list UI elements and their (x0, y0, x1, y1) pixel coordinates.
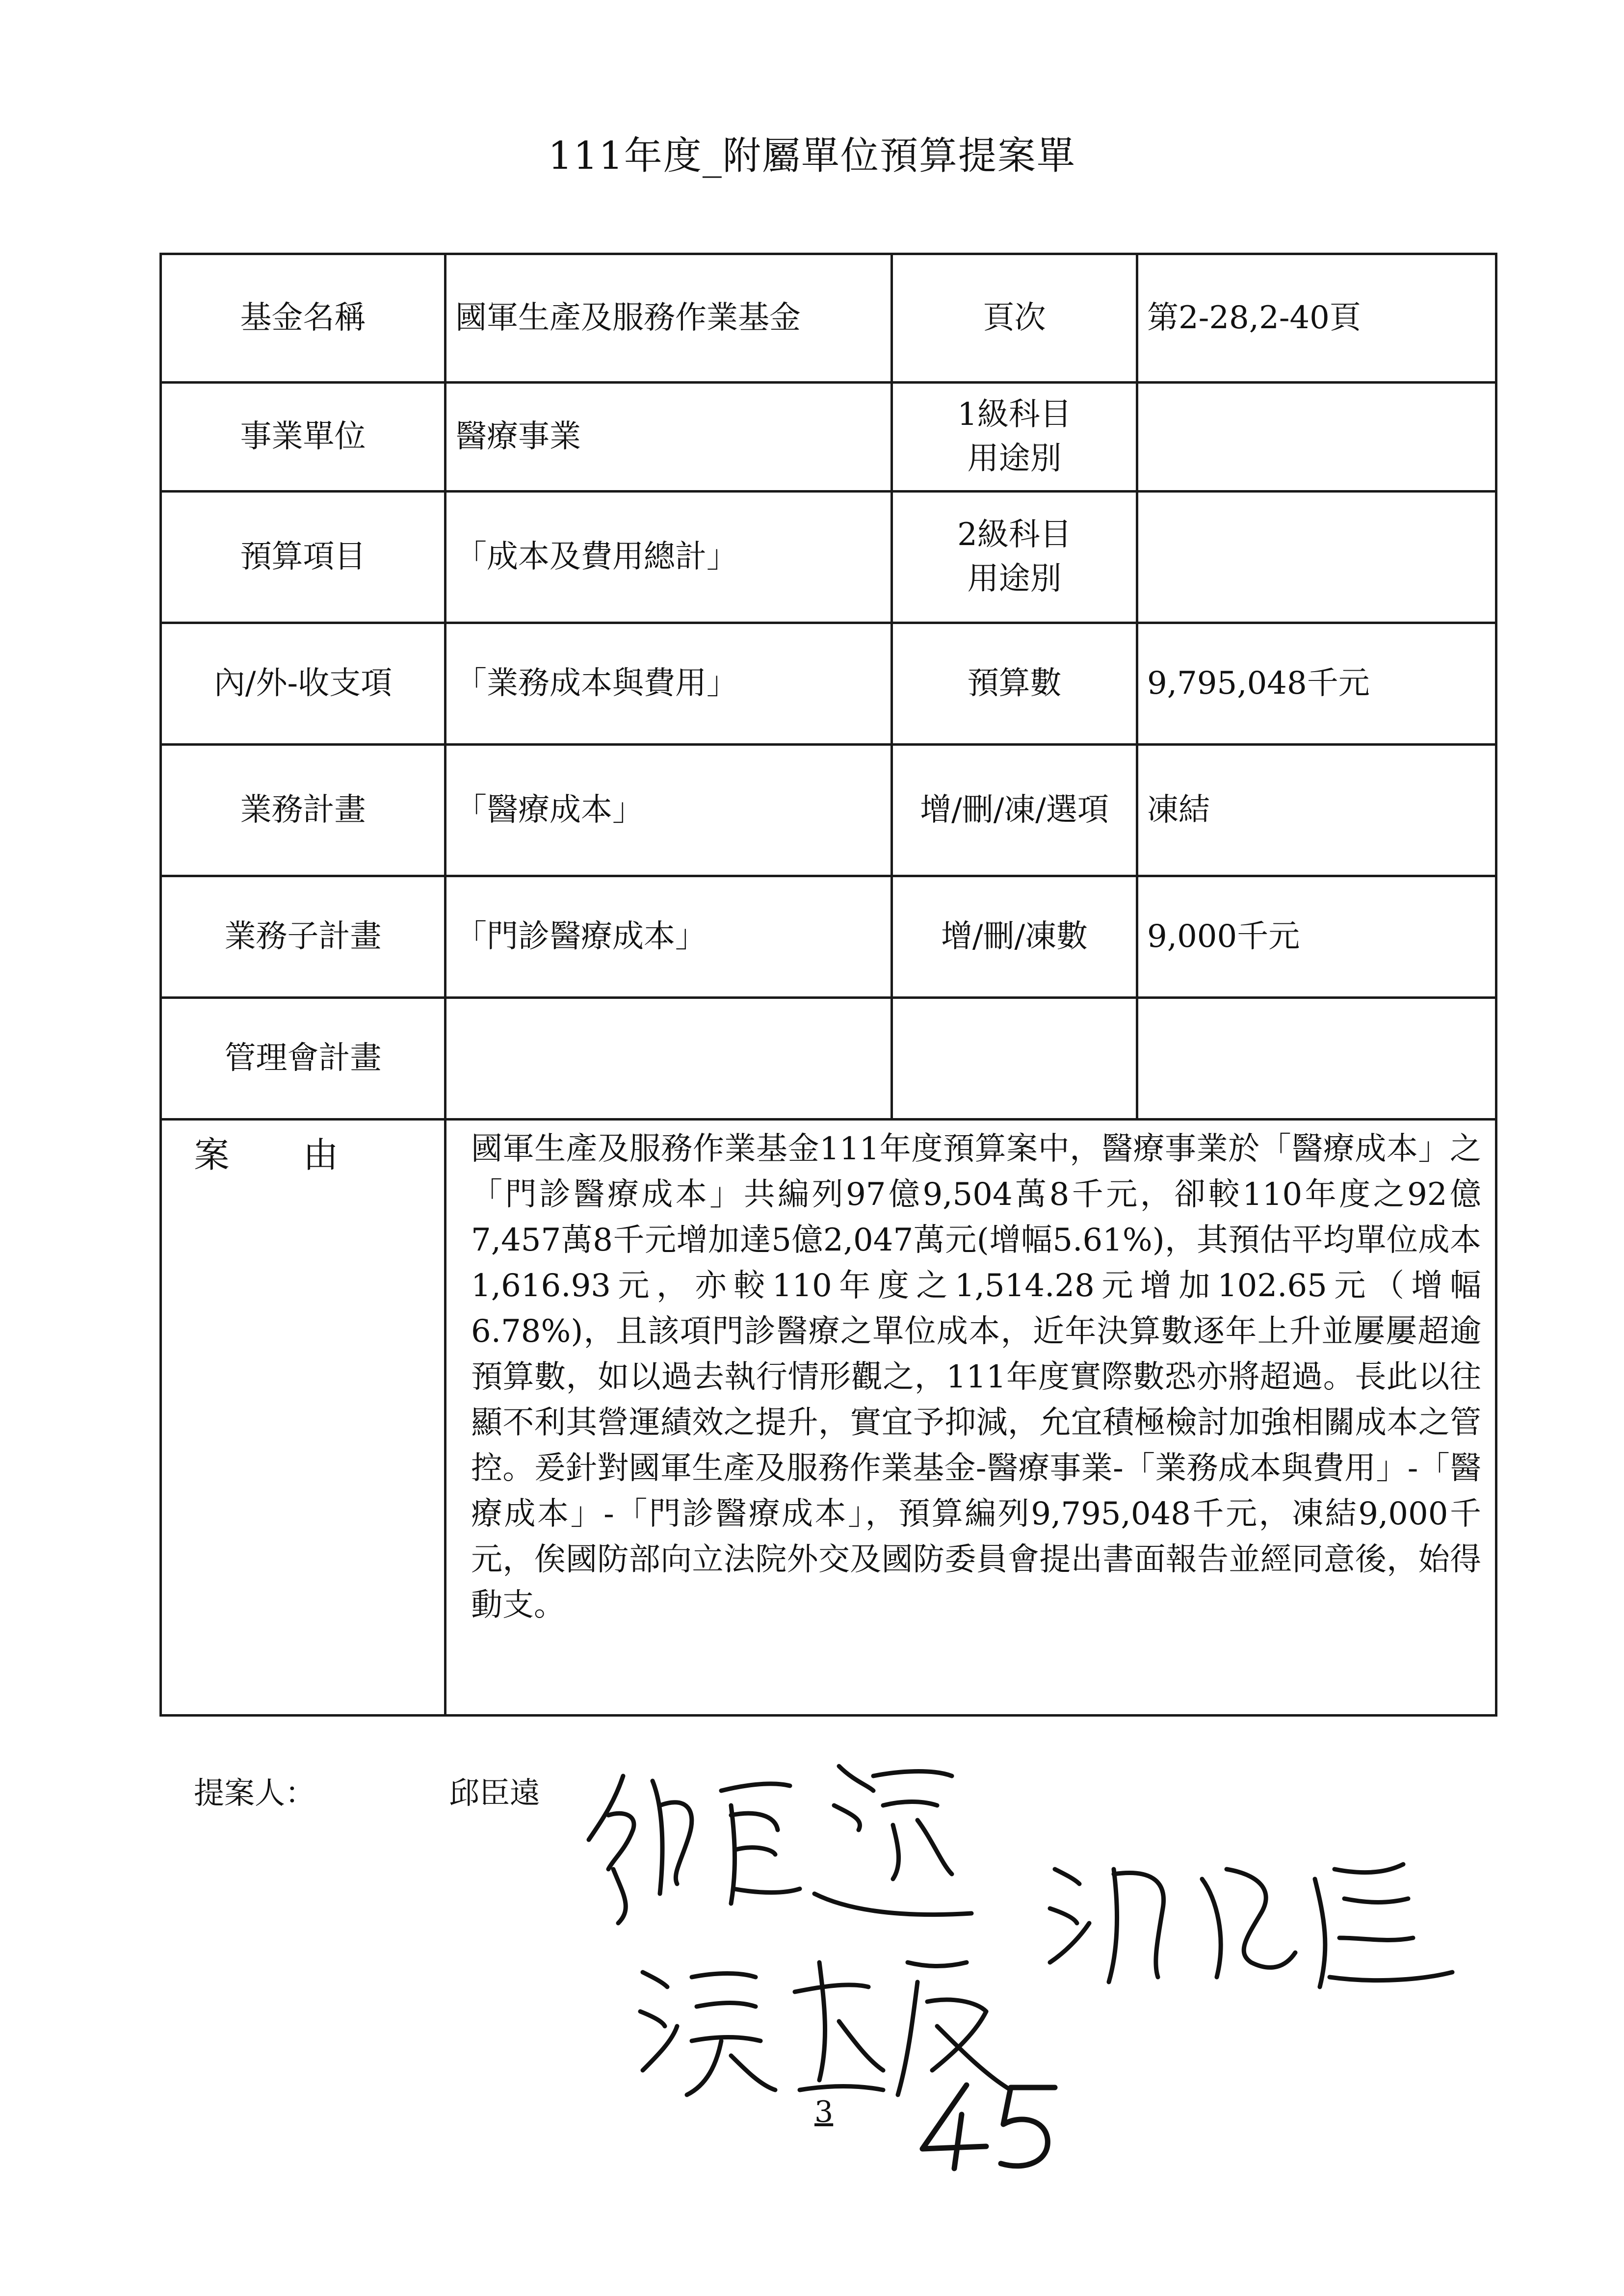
handwritten-page-number (913, 2075, 1070, 2173)
row-sub-plan (161, 876, 1496, 998)
proposer-name: 邱臣遠 (449, 1775, 541, 1811)
management-plan-value (445, 998, 892, 1120)
row-management-plan (161, 998, 1496, 1120)
sub-plan-label: 業務子計畫 (161, 876, 445, 998)
level2-subject-text: 2級科目 用途別 (957, 516, 1072, 597)
level1-subject-label (892, 383, 1137, 492)
fund-name-value: 國軍生產及服務作業基金 (445, 254, 892, 383)
action-amount-value: 9,000千元 (1137, 876, 1496, 998)
management-plan-label: 管理會計畫 (161, 998, 445, 1120)
sub-plan-value: 「門診醫療成本」 (445, 876, 892, 998)
row-reason (161, 1120, 1496, 1716)
budget-amount-value: 9,795,048千元 (1137, 623, 1496, 745)
budget-item-value: 「成本及費用總計」 (445, 492, 892, 623)
reason-text: 國軍生產及服務作業基金111年度預算案中，醫療事業於「醫療成本」之「門診醫療成本」共編列97億9,504萬8千元，卻較110年度之92億7,457萬8千元增加達5億2,047萬元(增幅5.61%)，其預估平均單位成本1,616.93元，亦較110年度之1,514.28元增加102.65元（增幅6.78%)，且該項門診醫療之單位成本，近年決算數逐年上升並屢屢超逾預算數，如以過去執行情形觀之，111年度實際數恐亦將超過。長此以往顯不利其營運績效之提升，實宜予抑減，允宜積極檢討加強相關成本之管控。爰針對國軍生產及服務作業基金-醫療事業-「業務成本與費用」-「醫療成本」-「門診醫療成本」，預算編列9,795,048千元，凍結9,000千元，俟國防部向立法院外交及國防委員會提出書面報告並經同意後，始得動支。 (445, 1120, 1496, 1716)
budget-item-label: 預算項目 (161, 492, 445, 623)
row-business-plan (161, 745, 1496, 876)
management-plan-empty-label (892, 998, 1137, 1120)
level2-subject-value (1137, 492, 1496, 623)
level1-subject-text: 1級科目 用途別 (957, 396, 1072, 477)
business-plan-label: 業務計畫 (161, 745, 445, 876)
row-income-expense (161, 623, 1496, 745)
page-title: 111年度_附屬單位預算提案單 (548, 134, 1076, 178)
budget-amount-label: 預算數 (892, 623, 1137, 745)
row-fund-name (161, 254, 1496, 383)
row-business-unit (161, 383, 1496, 492)
budget-proposal-table (159, 253, 1497, 1717)
page-ref-label: 頁次 (892, 254, 1137, 383)
management-plan-empty-value (1137, 998, 1496, 1120)
fund-name-label: 基金名稱 (161, 254, 445, 383)
reason-label: 案由 (161, 1120, 445, 1716)
income-expense-label: 內/外-收支項 (161, 623, 445, 745)
signature-qiu (579, 1747, 1001, 1953)
income-expense-value: 「業務成本與費用」 (445, 623, 892, 745)
row-budget-item (161, 492, 1496, 623)
page-number: 3 (814, 2095, 834, 2129)
action-amount-label: 增/刪/凍數 (892, 876, 1137, 998)
page-ref-value: 第2-28,2-40頁 (1137, 254, 1496, 383)
business-unit-label: 事業單位 (161, 383, 445, 492)
signature-jiang (1040, 1840, 1462, 2002)
business-plan-value: 「醫療成本」 (445, 745, 892, 876)
level1-subject-value (1137, 383, 1496, 492)
proposer-label: 提案人： (194, 1775, 316, 1811)
business-unit-value: 醫療事業 (445, 383, 892, 492)
action-option-value: 凍結 (1137, 745, 1496, 876)
level2-subject-label (892, 492, 1137, 623)
action-option-label: 增/刪/凍/選項 (892, 745, 1137, 876)
